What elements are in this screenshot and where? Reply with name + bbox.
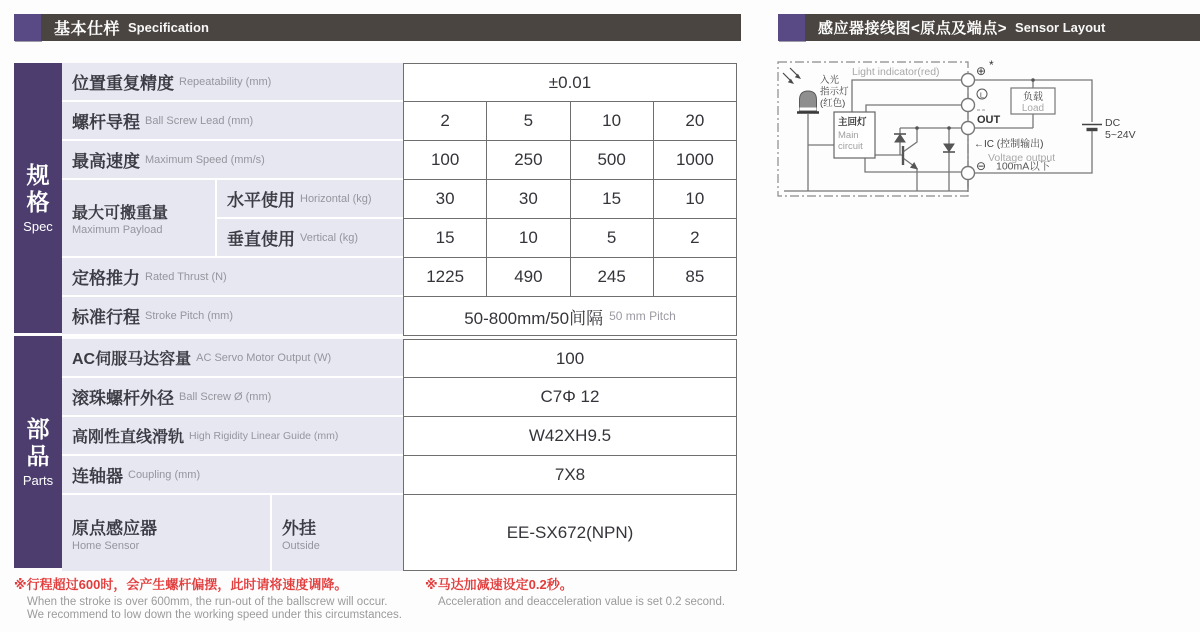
ic-output-label: ←IC (控制输出) — [974, 139, 1044, 150]
value-cell: 100 — [555, 348, 585, 368]
payload-group-label — [62, 180, 215, 258]
main-circuit-en-label: Main — [838, 130, 859, 141]
load-en-label: Load — [1021, 103, 1045, 114]
value-cell: 20 — [653, 102, 736, 140]
table-row-vertical — [215, 219, 737, 258]
value-cell: 30 — [486, 180, 569, 218]
table-row-coupling — [62, 456, 737, 495]
main-circuit-zh-label: 主回灯 — [838, 117, 867, 128]
value-cell: 10 — [486, 219, 569, 257]
row-label — [62, 102, 403, 141]
spec-header-title-en: Specification — [128, 20, 209, 35]
load-zh-label: 负载 — [1023, 92, 1043, 103]
junction-dot — [947, 126, 951, 130]
table-row-maximum-payload — [62, 180, 737, 258]
payload-subrows — [215, 180, 737, 258]
sensor-layout-header — [778, 14, 1200, 41]
value-cell: 250 — [486, 141, 569, 179]
table-row-ball-screw-diameter — [62, 378, 737, 417]
sensor-layout-header-strip — [805, 14, 1200, 41]
value-cell: 500 — [570, 141, 653, 179]
led-indicator-icon — [797, 91, 819, 113]
stroke-pitch-note: 50 mm Pitch — [609, 309, 676, 323]
row-label-en: High Rigidity Linear Guide (mm) — [189, 429, 339, 442]
row-label-en: Coupling (mm) — [128, 468, 201, 481]
sidebar-spec-char: 格 — [26, 189, 50, 215]
sensor-layout-title-en: Sensor Layout — [1015, 20, 1106, 35]
row-label-zh: 螺杆导程 — [72, 113, 140, 132]
sidebar-spec-char: 规 — [26, 162, 50, 188]
row-label — [62, 417, 403, 456]
sensor-layout-title-zh: 感应器接线图<原点及端点> — [818, 20, 1008, 37]
row-label-en: Ball Screw Lead (mm) — [145, 114, 254, 127]
sidebar-spec-section — [14, 63, 62, 333]
table-row-horizontal — [215, 180, 737, 219]
row-label-en: Rated Thrust (N) — [145, 270, 227, 283]
transistor-emitter-arrow-icon — [910, 162, 918, 170]
row-label — [215, 180, 403, 219]
row-label-zh: 水平使用 — [227, 191, 295, 210]
minus-terminal-symbol: ⊖ — [976, 159, 987, 173]
value-cell — [404, 297, 736, 335]
junction-dot — [1031, 78, 1035, 82]
row-label-zh: 滚珠螺杆外径 — [72, 389, 174, 408]
table-row-ball-screw-lead — [62, 102, 737, 141]
footnote-left-en2: We recommend to low down the working speed under this circumstances. — [27, 609, 402, 621]
purple-accent-square — [778, 14, 805, 41]
l-terminal-letter: L — [979, 90, 985, 100]
sidebar-parts-char: 品 — [26, 443, 50, 469]
row-label — [62, 339, 403, 378]
dc-voltage-label: 5~24V — [1105, 129, 1136, 141]
plus-terminal-symbol: ⊕ — [976, 64, 987, 78]
row-label-zh: 最大可搬重量 — [72, 205, 169, 222]
footnote-left-en1: When the stroke is over 600mm, the run-out of the ballscrew will occur. — [27, 596, 388, 608]
table-row-stroke-pitch — [62, 297, 737, 336]
value-cell: 5 — [486, 102, 569, 140]
spec-header — [14, 14, 741, 41]
junction-dot — [915, 126, 919, 130]
row-label-zh: 高刚性直线滑轨 — [72, 429, 185, 446]
value-cell: 1225 — [426, 267, 465, 286]
row-label-zh: 定格推力 — [72, 269, 140, 288]
footnote-left — [14, 574, 414, 621]
row-label-zh: 连轴器 — [72, 467, 123, 486]
light-indicator-en-label: Light indicator(red) — [852, 66, 940, 78]
circuit-wires — [784, 73, 968, 191]
out-terminal-label: OUT — [977, 114, 1001, 126]
sidebar-parts-section — [14, 336, 62, 568]
value-cell: 15 — [570, 180, 653, 218]
table-row-maximum-speed — [62, 141, 737, 180]
value-cell: C7Φ 12 — [540, 387, 600, 406]
asterisk-mark: * — [989, 58, 994, 72]
sidebar-parts-char: 部 — [26, 416, 50, 442]
current-limit-label: 100mA以下 — [996, 160, 1051, 173]
value-cell: ±0.01 — [548, 72, 592, 92]
value-cell: 5 — [570, 219, 653, 257]
table-sidebar — [14, 63, 62, 571]
row-label-en: Horizontal (kg) — [300, 192, 372, 205]
value-cell: 100 — [430, 150, 460, 169]
row-label-en: Vertical (kg) — [300, 231, 359, 244]
row-label-en: Maximum Payload — [72, 224, 163, 236]
row-label-zh: 原点感应器 — [72, 519, 157, 538]
battery-icon — [1082, 125, 1102, 130]
table-row-servo-output — [62, 339, 737, 378]
value-cell: 2 — [440, 111, 450, 130]
value-cell: 15 — [435, 228, 455, 247]
specification-table — [14, 63, 737, 571]
light-ray-arrows-icon — [783, 68, 801, 84]
row-label — [62, 297, 403, 336]
row-label — [62, 63, 403, 102]
row-label-zh: 外挂 — [282, 519, 316, 538]
row-label-zh: 垂直使用 — [227, 230, 295, 249]
voltage-output-label: Voltage output — [988, 152, 1056, 164]
footnote-left-warning: ※行程超过600时，会产生螺杆偏摆，此时请将速度调降。 — [14, 577, 348, 592]
main-circuit-en-label: circuit — [838, 141, 863, 152]
table-row-linear-guide — [62, 417, 737, 456]
value-cell: W42XH9.5 — [528, 426, 612, 445]
sidebar-parts-label: Parts — [22, 473, 54, 488]
sidebar-spec-label: Spec — [23, 219, 53, 234]
home-sensor-mount-label — [270, 495, 403, 571]
value-cell: 10 — [570, 102, 653, 140]
value-cell: 30 — [435, 189, 455, 208]
light-indicator-zh-label: 入光 — [820, 75, 840, 86]
value-cell: 7X8 — [554, 465, 586, 484]
row-label-en: Ball Screw Ø (mm) — [179, 390, 272, 403]
value-cell: EE-SX672(NPN) — [506, 522, 634, 542]
value-cell: 490 — [486, 258, 569, 296]
footnote-right — [425, 574, 755, 608]
light-indicator-zh-label: 指示灯 — [820, 86, 849, 98]
row-label-zh: 最高速度 — [72, 152, 140, 171]
row-label-zh: AC伺服马达容量 — [72, 351, 192, 368]
table-row-repeatability — [62, 63, 737, 102]
value-cell: 245 — [570, 258, 653, 296]
spec-header-strip — [41, 14, 741, 41]
row-label-en: Stroke Pitch (mm) — [145, 309, 234, 322]
value-cell: 1000 — [653, 141, 736, 179]
row-label-en: Maximum Speed (mm/s) — [145, 153, 265, 166]
footnote-right-en: Acceleration and deacceleration value is set 0.2 second. — [438, 596, 726, 608]
row-label-en: Outside — [282, 540, 320, 552]
row-label — [215, 219, 403, 258]
stroke-pitch-value: 50-800mm/50间隔 — [464, 308, 604, 328]
row-label — [62, 141, 403, 180]
row-label — [62, 456, 403, 495]
row-label — [62, 378, 403, 417]
row-label-en: AC Servo Motor Output (W) — [196, 351, 332, 364]
row-label-en: Home Sensor — [72, 540, 140, 552]
row-label-zh: 位置重复精度 — [72, 74, 174, 93]
table-rows — [62, 63, 737, 571]
row-label-zh: 标准行程 — [72, 308, 140, 327]
footnote-right-warning: ※马达加减速设定0.2秒。 — [425, 577, 573, 592]
value-cell: 2 — [653, 219, 736, 257]
purple-accent-square — [14, 14, 41, 41]
light-indicator-zh-label: (红色) — [820, 98, 846, 109]
dc-label: DC — [1105, 117, 1121, 129]
home-sensor-label — [62, 495, 270, 571]
sensor-wiring-diagram — [772, 48, 1200, 218]
table-row-home-sensor — [62, 495, 737, 571]
table-row-rated-thrust — [62, 258, 737, 297]
spec-header-title-zh: 基本仕样 — [54, 21, 121, 38]
row-label-en: Repeatability (mm) — [179, 75, 272, 88]
value-cell: 10 — [653, 180, 736, 218]
row-label — [62, 258, 403, 297]
value-cell: 85 — [653, 258, 736, 296]
